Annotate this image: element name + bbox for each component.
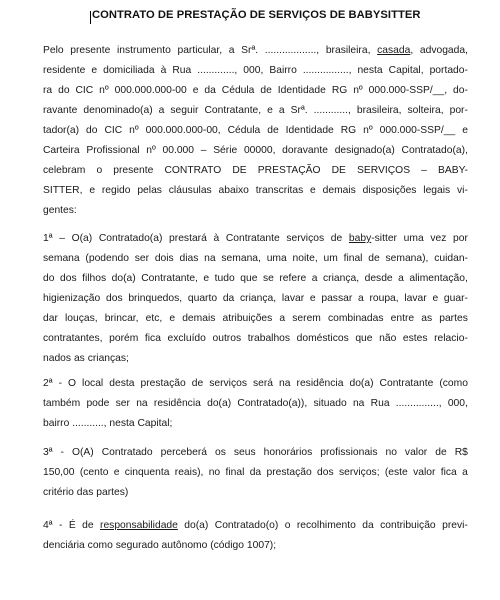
paragraph-line <box>43 181 468 201</box>
word: autônomo <box>161 540 208 551</box>
word: outros <box>212 333 242 344</box>
word: RG <box>331 85 348 96</box>
word: cláusulas <box>168 185 212 196</box>
word: 3ª <box>43 447 53 458</box>
word: baby-sitter <box>348 233 397 244</box>
word: Srª. <box>241 45 259 56</box>
word: 00000, <box>243 145 276 156</box>
word: trabalhos <box>247 333 291 344</box>
word: final <box>225 467 245 478</box>
word: – <box>200 145 207 156</box>
word: do <box>43 273 55 284</box>
word: brincar, <box>104 313 139 324</box>
word: do(a) <box>349 378 374 389</box>
paragraph-line <box>43 516 468 536</box>
word: perceberá <box>160 447 207 458</box>
word: (podendo <box>85 253 129 264</box>
word: 000.000.000-00, <box>145 125 221 136</box>
word: a <box>158 105 165 116</box>
word: - <box>60 447 64 458</box>
word: passar <box>321 293 353 304</box>
word: serviços; <box>338 467 380 478</box>
word: demais <box>182 313 216 324</box>
word: à <box>213 233 220 244</box>
word: contratantes, <box>43 333 103 344</box>
word: a <box>398 273 404 284</box>
word: cinquenta <box>124 467 170 478</box>
word: a <box>228 45 235 56</box>
word: dois <box>154 253 174 264</box>
paragraph-intro <box>43 41 468 221</box>
word: guar- <box>443 293 468 304</box>
word: 000.000.000-00 <box>114 85 187 96</box>
word: e <box>462 125 468 136</box>
word: Rua <box>370 398 390 409</box>
word: 000, <box>243 65 264 76</box>
word: quarto <box>187 293 218 304</box>
word: demais <box>322 185 356 196</box>
word: 2ª <box>43 378 53 389</box>
word: Contratado(a)), <box>237 398 308 409</box>
word: como <box>87 540 113 551</box>
word: na <box>204 253 216 264</box>
word: solteira, <box>407 105 444 116</box>
word: das <box>76 487 94 498</box>
word: do- <box>453 85 468 96</box>
word: louças, <box>65 313 98 324</box>
word: higienização <box>43 293 101 304</box>
word: pode <box>86 398 110 409</box>
word: 00.000 <box>162 145 195 156</box>
word: da <box>222 293 235 304</box>
word: nº <box>146 145 156 156</box>
word: prestará <box>169 233 207 244</box>
word: residência <box>153 398 201 409</box>
word: na <box>279 378 291 389</box>
word: lavar <box>404 293 427 304</box>
word: fica <box>440 467 457 478</box>
word: filhos <box>82 273 107 284</box>
word: excluído <box>167 333 206 344</box>
word: no <box>208 467 221 478</box>
word: combinadas <box>327 313 384 324</box>
word: regido <box>101 185 131 196</box>
word: celebram <box>43 165 86 176</box>
word: refere <box>279 273 307 284</box>
word: SITTER, <box>43 185 83 196</box>
word: Contratante, <box>141 273 198 284</box>
word: (este <box>384 467 408 478</box>
word: serviços <box>286 233 325 244</box>
word: porém <box>109 333 139 344</box>
word: ser <box>134 253 150 264</box>
word: semana, <box>221 253 261 264</box>
word: ser <box>115 398 130 409</box>
word: da <box>204 85 216 96</box>
word: de <box>368 253 380 264</box>
word: da <box>362 520 374 531</box>
word: alimentação, <box>409 273 468 284</box>
word: ra <box>43 85 53 96</box>
word: também <box>43 398 81 409</box>
word: honorários <box>263 447 313 458</box>
word: Contratado <box>101 447 153 458</box>
word: o <box>284 520 291 531</box>
word: Contratante <box>379 378 434 389</box>
word: a <box>357 293 364 304</box>
word: o <box>96 165 103 176</box>
word: PRESTAÇÃO <box>257 165 321 176</box>
word: Contratante, <box>204 105 262 116</box>
word: vi- <box>457 185 468 196</box>
word: de <box>191 378 204 389</box>
word: semana <box>43 253 80 264</box>
word: Contratado(a) <box>98 233 163 244</box>
word: designado(a) <box>334 145 395 156</box>
word: partes) <box>96 487 129 498</box>
word: denciária <box>43 540 85 551</box>
word: 000.000-SSP/__ <box>379 125 456 136</box>
word: atribuições <box>222 313 273 324</box>
word: doravante <box>282 145 328 156</box>
word: 4ª <box>43 520 53 531</box>
word: nº <box>129 125 139 136</box>
word: e <box>169 313 176 324</box>
word: e <box>310 185 316 196</box>
word: segurado <box>115 540 159 551</box>
word: cuidan- <box>434 253 468 264</box>
word: residência <box>296 378 344 389</box>
word: Identidade <box>285 125 334 136</box>
word: relacio- <box>434 333 468 344</box>
word: vez <box>430 233 447 244</box>
word: a <box>279 313 286 324</box>
word: tudo <box>214 273 235 284</box>
paragraph-line <box>43 249 468 269</box>
word: uma <box>266 253 287 264</box>
word: nesta <box>109 418 135 429</box>
word: CONTRATO <box>164 165 222 176</box>
word: abaixo <box>218 185 249 196</box>
word: à <box>160 65 167 76</box>
word: de <box>435 447 447 458</box>
word: e <box>309 293 316 304</box>
word: do(a) <box>184 520 209 531</box>
word: e <box>113 467 120 478</box>
word: 150,00 <box>43 467 75 478</box>
word: Contratado(a), <box>401 145 468 156</box>
word: ravante <box>43 105 78 116</box>
paragraph-line <box>43 329 468 349</box>
word: domésticos <box>296 333 349 344</box>
word: noite, <box>292 253 318 264</box>
word: Carteira <box>43 145 80 156</box>
word: e <box>432 293 439 304</box>
word: estes <box>402 333 428 344</box>
word: a <box>278 105 285 116</box>
word: – <box>59 233 65 244</box>
word: um <box>323 253 338 264</box>
word: Contratado(o) <box>214 520 279 531</box>
word: no <box>385 447 397 458</box>
word: Identidade <box>277 85 326 96</box>
word: R$ <box>454 447 468 458</box>
word: .................., <box>264 45 320 56</box>
word: que <box>240 273 258 284</box>
word: 000, <box>447 398 468 409</box>
word: previ- <box>442 520 468 531</box>
word: transcritas <box>255 185 304 196</box>
word: da <box>249 467 262 478</box>
word: Pelo <box>43 45 64 56</box>
word: e <box>267 105 273 116</box>
word: e <box>91 65 98 76</box>
word: valor <box>404 447 428 458</box>
word: legais <box>423 185 451 196</box>
word: brasileira, <box>356 105 402 116</box>
paragraph-line <box>43 536 468 556</box>
word <box>100 516 178 536</box>
word: valor <box>413 467 436 478</box>
paragraph-line <box>43 229 468 249</box>
word: 1007); <box>246 540 277 551</box>
word: ..........., <box>72 418 107 429</box>
word: É <box>68 520 76 531</box>
paragraph-clause-4 <box>43 516 468 556</box>
word: serviços <box>209 378 247 389</box>
word: por- <box>449 105 468 116</box>
word: desde <box>364 273 393 284</box>
word: nesta <box>357 65 383 76</box>
paragraph-line <box>43 41 468 61</box>
word: residente <box>43 65 86 76</box>
word: criança, <box>323 273 360 284</box>
word: Contratante <box>225 233 280 244</box>
document-title: CONTRATO DE PRESTAÇÃO DE SERVIÇOS DE BABYSITTER <box>92 9 421 21</box>
word: semana), <box>385 253 429 264</box>
word: pelas <box>137 185 162 196</box>
word: contribuição <box>380 520 436 531</box>
word: as <box>421 313 433 324</box>
word: prestação <box>266 467 312 478</box>
word: fica <box>144 333 161 344</box>
word: - <box>58 520 63 531</box>
paragraph-line <box>43 269 468 289</box>
paragraph-line <box>43 463 468 483</box>
word: criança, <box>240 293 277 304</box>
word: uma <box>403 233 424 244</box>
word: dias <box>179 253 199 264</box>
word: será <box>252 378 274 389</box>
word: a <box>462 467 468 478</box>
word: prestação <box>140 378 186 389</box>
underlined-word: casada <box>377 45 411 56</box>
word: 000.000-SSP/__, <box>368 85 448 96</box>
underlined-word: responsabilidade <box>100 520 178 531</box>
word: Capital; <box>137 418 173 429</box>
word: recolhimento <box>296 520 356 531</box>
word: Bairro <box>269 65 297 76</box>
word: nº <box>99 85 109 96</box>
paragraph-line <box>43 309 468 329</box>
word: que <box>355 333 373 344</box>
word: SERVIÇOS <box>357 165 411 176</box>
word: ..............., <box>395 398 442 409</box>
paragraph-line <box>43 443 468 463</box>
word: etc, <box>145 313 163 324</box>
word: roupa, <box>369 293 399 304</box>
word: na <box>352 398 365 409</box>
word: gentes: <box>43 205 77 216</box>
word: dos <box>317 467 334 478</box>
paragraph-line <box>43 374 468 394</box>
word: 1ª <box>43 233 53 244</box>
word: ............., <box>197 65 238 76</box>
word: denominado(a) <box>83 105 153 116</box>
word: (como <box>439 378 468 389</box>
word: - <box>58 378 62 389</box>
word: do(a) <box>207 398 232 409</box>
paragraph-line <box>43 61 468 81</box>
word: DE <box>232 165 247 176</box>
word: brinquedos, <box>128 293 183 304</box>
word: O <box>68 378 77 389</box>
paragraph-line <box>43 161 468 181</box>
word: serem <box>292 313 321 324</box>
word: lavar <box>281 293 305 304</box>
word: Srª. <box>290 105 308 116</box>
word: brasileira, <box>325 45 371 56</box>
word: CIC <box>75 85 94 96</box>
word: do(a) <box>111 273 136 284</box>
word: do <box>58 85 70 96</box>
word: e <box>89 185 96 196</box>
word: tador(a) <box>43 125 80 136</box>
word: O(A) <box>71 447 94 458</box>
word: DE <box>331 165 346 176</box>
word: domiciliada <box>103 65 155 76</box>
word: final <box>343 253 363 264</box>
word: bairro <box>43 418 70 429</box>
paragraph-line <box>43 483 468 503</box>
word: critério <box>43 487 74 498</box>
word: particular, <box>177 45 223 56</box>
word: O(a) <box>71 233 93 244</box>
word: nº <box>363 125 373 136</box>
word: Profissional <box>86 145 140 156</box>
word: disposições <box>362 185 417 196</box>
word: nados <box>43 353 72 364</box>
word: ................, <box>302 65 352 76</box>
word: casada, <box>377 45 414 56</box>
word: dos <box>59 273 77 284</box>
word: advogada, <box>419 45 468 56</box>
word: (cento <box>79 467 109 478</box>
word: local <box>82 378 104 389</box>
paragraph-clause-3 <box>43 443 468 503</box>
word: as <box>73 353 85 364</box>
word: Rua <box>172 65 192 76</box>
word: de <box>330 233 343 244</box>
word: de <box>260 85 272 96</box>
word: por <box>453 233 468 244</box>
word: presente <box>113 165 154 176</box>
word: a <box>311 273 318 284</box>
word: CIC <box>104 125 123 136</box>
word: na <box>136 398 148 409</box>
text-cursor <box>90 11 91 24</box>
paragraph-line <box>43 349 468 369</box>
word: nº <box>353 85 363 96</box>
word: dos <box>105 293 123 304</box>
paragraph-line <box>43 394 468 414</box>
word: de <box>82 520 94 531</box>
paragraph-line <box>43 101 468 121</box>
paragraph-clause-1 <box>43 229 468 369</box>
word: os <box>214 447 226 458</box>
word: seguir <box>170 105 199 116</box>
word: dar <box>43 313 58 324</box>
word: presente <box>70 45 111 56</box>
word: Capital, <box>388 65 424 76</box>
word: ............, <box>313 105 351 116</box>
paragraph-line <box>43 414 468 434</box>
word: entre <box>390 313 415 324</box>
word: não <box>379 333 397 344</box>
paragraph-line <box>43 81 468 101</box>
word: crianças; <box>87 353 129 364</box>
word: de <box>267 125 279 136</box>
word: situado <box>313 398 347 409</box>
word: instrumento <box>117 45 171 56</box>
paragraph-clause-2 <box>43 374 468 434</box>
paragraph-line <box>43 121 468 141</box>
paragraph-line <box>43 201 468 221</box>
word: partes <box>439 313 468 324</box>
word: – <box>421 165 427 176</box>
word: e <box>203 273 210 284</box>
word: reais), <box>174 467 204 478</box>
word: seus <box>233 447 256 458</box>
word: e <box>192 85 199 96</box>
paragraph-line <box>43 141 468 161</box>
word: Cédula <box>227 125 261 136</box>
word: desta <box>109 378 135 389</box>
word: profissionais <box>320 447 378 458</box>
word: Série <box>213 145 238 156</box>
word: (código <box>210 540 245 551</box>
word: se <box>262 273 274 284</box>
underlined-word: baby <box>348 233 372 244</box>
paragraph-line <box>43 289 468 309</box>
word: BABY- <box>437 165 468 176</box>
word: portado- <box>429 65 468 76</box>
word: do <box>86 125 98 136</box>
word: RG <box>340 125 357 136</box>
word: Cédula <box>221 85 255 96</box>
